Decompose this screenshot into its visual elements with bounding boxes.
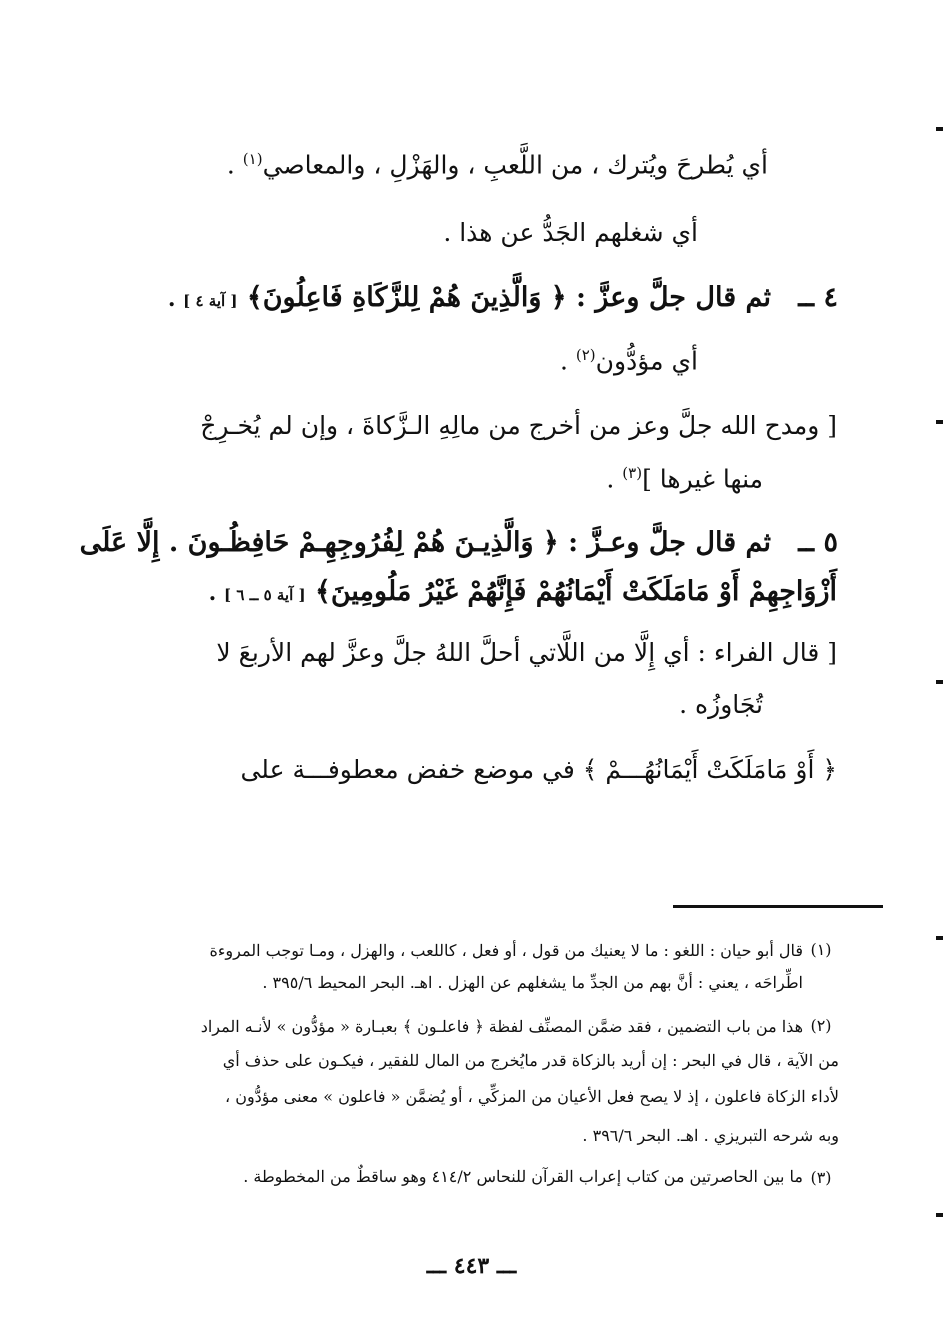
verse-reference: [ آية ٤ ] [183,292,238,310]
line-text: أي مؤدُّون [595,346,698,376]
item-number [798,282,838,313]
footnote-number: (٢) [810,1016,832,1035]
footnote-line [223,1046,839,1076]
line-text: منها غيرها ] [642,464,763,494]
text-line [443,218,698,247]
text-line [200,411,837,440]
verse-line [209,576,837,607]
text-line [227,150,768,179]
footnote-ref: (٣) [622,464,643,482]
footnote-separator [673,905,883,908]
line-text: ﴿ أَوْ مَامَلَكَتْ أَيْمَانُهُـــمْ ﴾ في موضع خفض معطوفـــة على [240,755,837,784]
text-line [679,690,763,719]
footnote-text: وبه شرحه التبريزي . اهـ. البحر ٣٩٦/٦ . [582,1126,839,1145]
verse-line [80,527,771,558]
text-line [216,638,837,667]
verse-line [168,282,771,313]
edge-mark [936,936,943,940]
line-text: أَزْوَاجِهِمْ أَوْ مَامَلَكَتْ أَيْمَانُهُمْ فَإِنَّهُمْ غَيْرُ مَلُومِينَ﴾ [315,576,837,607]
item-number-text: ٤ ــ [798,282,838,313]
line-tail: . [167,286,184,312]
footnote-line [243,1162,803,1192]
footnote-line [201,1012,803,1042]
footnote-number: (١) [810,940,832,959]
footnote-number: (٣) [810,1168,832,1187]
verse-reference: [ آية ٥ ــ ٦ ] [223,586,306,604]
footnote-line [582,1121,839,1151]
edge-mark [936,420,943,424]
line-tail: . [208,580,224,606]
edge-mark [936,1213,943,1217]
footnote-ref: (٢) [575,346,596,364]
line-text: [ قال الفراء : أي إِلَّا من اللَّاتي أحلَّ اللهُ جلَّ وعزَّ لهم الأربعَ لا [216,638,837,667]
line-tail: . [226,150,243,180]
line-text: ثم قال جلَّ وعـزَّ : ﴿ وَالَّذِيـنَ هُمْ لِفُرُوجِهِـمْ حَافِظُـونَ . إِلَّا عَلَى [79,527,771,558]
text-line [240,755,837,784]
footnote-text: قال أبو حيان : اللغو : ما لا يعنيك من قول ، أو فعل ، كاللعب ، والهزل ، ومـا توجب المروءة [209,941,803,960]
footnote-text: اطِّراحَه ، يعني : أنَّ بهم من الجدِّ ما يشغلهم عن الهزل . اهـ. البحر المحيط ٣٩٥/٦ . [262,973,803,992]
item-number [798,527,838,558]
line-text: أي يُطرحَ ويُترك ، من اللَّعبِ ، والهَزْلِ ، والمعاصي [262,150,768,180]
footnote-ref: (١) [242,150,263,168]
edge-mark [936,680,943,684]
line-text: [ ومدح الله جلَّ وعز من أخرج من مالِهِ الـزَّكاةَ ، وإن لم يُخـرِجْ [200,411,837,440]
text-line [606,464,763,493]
page-number: ـــ ٤٤٣ ـــ [426,1253,517,1279]
footnote-text: هذا من باب التضمين ، فقد ضمَّن المصنِّف لفظة ﴿ فاعلـون ﴾ بعبـارة « مؤدُّون » لأنـه المراد [200,1017,803,1036]
line-text: ثم قال جلَّ وعزَّ : ﴿ وَالَّذِينَ هُمْ لِلزَّكَاةِ فَاعِلُونَ﴾ [246,282,771,313]
line-text: أي شغلهم الجَدُّ عن هذا . [443,218,698,247]
item-number-text: ٥ ــ [798,527,838,558]
line-tail: . [559,346,576,376]
footnote-text: من الآية ، قال في البحر : إن أريد بالزكاة قدر مايُخرج من المال للفقير ، فيكـون على حذف أي [222,1051,839,1070]
line-tail: . [606,464,623,494]
text-line [560,346,698,375]
footnote-line [262,968,803,998]
line-text: تُجَاوزُه . [679,690,763,719]
footnote-line [225,1082,839,1112]
footnote-line [209,936,803,966]
edge-mark [936,127,943,131]
footnote-text: لأداء الزكاة فاعلون ، إذ لا يصح فعل الأعيان من المزكِّي ، أو يُضمَّن « فاعلون » معنى مؤدُّون ، [224,1087,839,1106]
footnote-text: ما بين الحاصرتين من كتاب إعراب القرآن للنحاس ٤١٤/٢ وهو ساقطٌ من المخطوطة . [243,1167,803,1186]
